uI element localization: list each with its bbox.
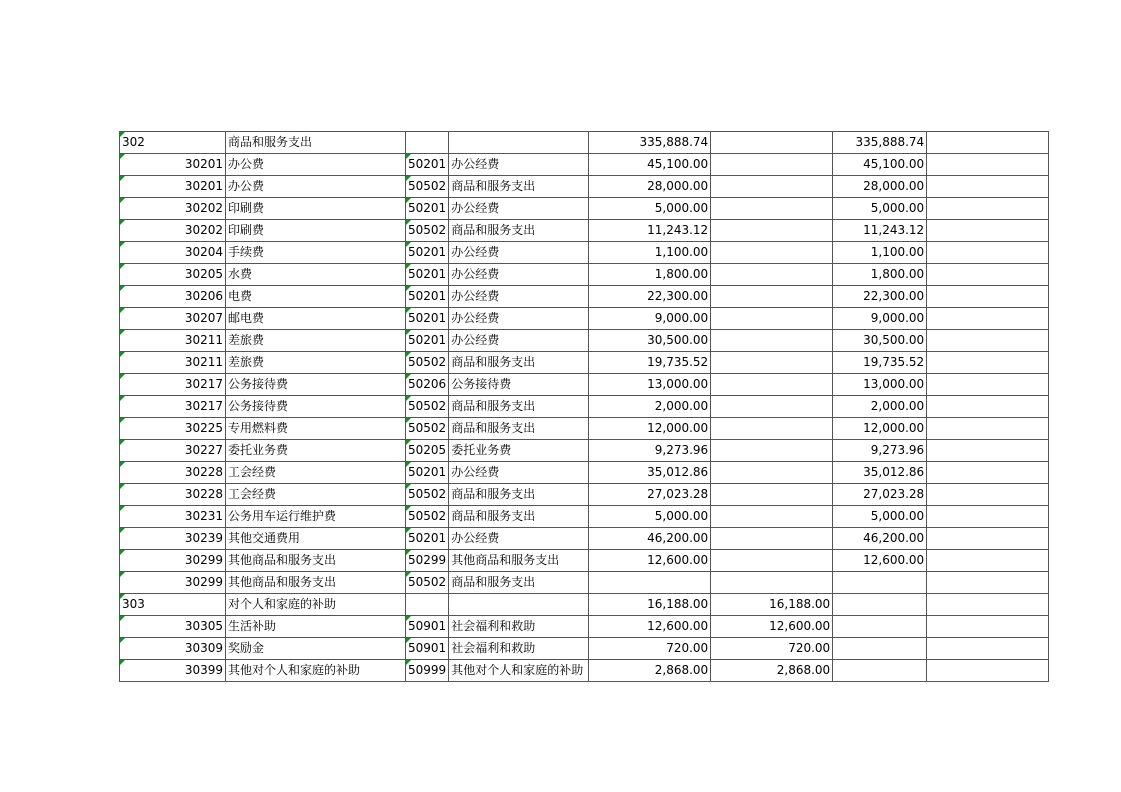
project-amount-cell: 28,000.00: [833, 176, 927, 198]
func-name-cell: [449, 594, 589, 616]
econ-code-cell: 30202: [120, 198, 226, 220]
econ-name-cell: 对个人和家庭的补助: [226, 594, 406, 616]
total-amount-cell: 2,868.00: [589, 660, 711, 682]
project-amount-cell: 22,300.00: [833, 286, 927, 308]
table-row: [120, 308, 1049, 330]
total-amount-cell: 335,888.74: [589, 132, 711, 154]
func-code-cell: 50201: [406, 528, 449, 550]
total-amount-cell: 720.00: [589, 638, 711, 660]
blank-cell: [927, 462, 1049, 484]
econ-name-cell: 办公费: [226, 154, 406, 176]
econ-code-cell: 30299: [120, 572, 226, 594]
func-name-cell: 办公经费: [449, 154, 589, 176]
total-amount-cell: 46,200.00: [589, 528, 711, 550]
econ-name-cell: 奖励金: [226, 638, 406, 660]
func-code-cell: 50206: [406, 374, 449, 396]
func-name-cell: 办公经费: [449, 286, 589, 308]
func-code-cell: 50201: [406, 308, 449, 330]
econ-name-cell: 手续费: [226, 242, 406, 264]
blank-cell: [927, 352, 1049, 374]
table-row: [120, 198, 1049, 220]
blank-cell: [927, 264, 1049, 286]
econ-name-cell: 委托业务费: [226, 440, 406, 462]
econ-name-cell: 公务用车运行维护费: [226, 506, 406, 528]
basic-amount-cell: [711, 396, 833, 418]
total-amount-cell: 1,800.00: [589, 264, 711, 286]
econ-code-cell: 30202: [120, 220, 226, 242]
project-amount-cell: 2,000.00: [833, 396, 927, 418]
func-name-cell: 商品和服务支出: [449, 396, 589, 418]
blank-cell: [927, 594, 1049, 616]
basic-amount-cell: [711, 132, 833, 154]
econ-code-cell: 30206: [120, 286, 226, 308]
func-code-cell: 50999: [406, 660, 449, 682]
func-code-cell: 50201: [406, 264, 449, 286]
basic-amount-cell: [711, 484, 833, 506]
project-amount-cell: 30,500.00: [833, 330, 927, 352]
total-amount-cell: 12,000.00: [589, 418, 711, 440]
econ-name-cell: 印刷费: [226, 198, 406, 220]
blank-cell: [927, 484, 1049, 506]
func-code-cell: 50201: [406, 462, 449, 484]
total-amount-cell: 12,600.00: [589, 550, 711, 572]
basic-amount-cell: 2,868.00: [711, 660, 833, 682]
econ-code-cell: 30217: [120, 374, 226, 396]
table-row: [120, 638, 1049, 660]
econ-code-cell: 30207: [120, 308, 226, 330]
func-code-cell: 50502: [406, 506, 449, 528]
project-amount-cell: [833, 572, 927, 594]
basic-amount-cell: [711, 572, 833, 594]
econ-code-cell: 30309: [120, 638, 226, 660]
total-amount-cell: 2,000.00: [589, 396, 711, 418]
blank-cell: [927, 220, 1049, 242]
blank-cell: [927, 550, 1049, 572]
func-name-cell: 办公经费: [449, 242, 589, 264]
basic-amount-cell: [711, 550, 833, 572]
project-amount-cell: [833, 638, 927, 660]
basic-amount-cell: [711, 440, 833, 462]
total-amount-cell: 28,000.00: [589, 176, 711, 198]
blank-cell: [927, 616, 1049, 638]
blank-cell: [927, 638, 1049, 660]
func-code-cell: 50502: [406, 484, 449, 506]
func-name-cell: 办公经费: [449, 308, 589, 330]
func-code-cell: 50502: [406, 176, 449, 198]
basic-amount-cell: [711, 264, 833, 286]
func-name-cell: 其他商品和服务支出: [449, 550, 589, 572]
basic-amount-cell: [711, 154, 833, 176]
econ-name-cell: 办公费: [226, 176, 406, 198]
blank-cell: [927, 418, 1049, 440]
total-amount-cell: 11,243.12: [589, 220, 711, 242]
project-amount-cell: 1,800.00: [833, 264, 927, 286]
total-amount-cell: 5,000.00: [589, 506, 711, 528]
econ-name-cell: 专用燃料费: [226, 418, 406, 440]
econ-name-cell: 其他商品和服务支出: [226, 550, 406, 572]
total-amount-cell: 22,300.00: [589, 286, 711, 308]
basic-amount-cell: [711, 198, 833, 220]
basic-amount-cell: 720.00: [711, 638, 833, 660]
blank-cell: [927, 154, 1049, 176]
table-row: [120, 220, 1049, 242]
blank-cell: [927, 374, 1049, 396]
table-row: [120, 286, 1049, 308]
func-name-cell: 办公经费: [449, 198, 589, 220]
func-name-cell: 商品和服务支出: [449, 352, 589, 374]
func-name-cell: 商品和服务支出: [449, 176, 589, 198]
table-row: [120, 352, 1049, 374]
table-row: [120, 154, 1049, 176]
econ-code-cell: 302: [120, 132, 226, 154]
econ-code-cell: 30201: [120, 176, 226, 198]
table-row: [120, 572, 1049, 594]
total-amount-cell: 1,100.00: [589, 242, 711, 264]
func-code-cell: 50502: [406, 352, 449, 374]
func-name-cell: 商品和服务支出: [449, 418, 589, 440]
basic-amount-cell: [711, 242, 833, 264]
econ-code-cell: 30239: [120, 528, 226, 550]
func-name-cell: 商品和服务支出: [449, 220, 589, 242]
econ-code-cell: 30305: [120, 616, 226, 638]
table-row: [120, 528, 1049, 550]
func-code-cell: 50201: [406, 198, 449, 220]
econ-name-cell: 差旅费: [226, 352, 406, 374]
project-amount-cell: [833, 616, 927, 638]
func-code-cell: 50299: [406, 550, 449, 572]
econ-code-cell: 30201: [120, 154, 226, 176]
table-row: [120, 616, 1049, 638]
project-amount-cell: 46,200.00: [833, 528, 927, 550]
total-amount-cell: 12,600.00: [589, 616, 711, 638]
basic-amount-cell: [711, 220, 833, 242]
project-amount-cell: 13,000.00: [833, 374, 927, 396]
project-amount-cell: 19,735.52: [833, 352, 927, 374]
econ-code-cell: 30228: [120, 462, 226, 484]
func-name-cell: 商品和服务支出: [449, 572, 589, 594]
econ-name-cell: 其他对个人和家庭的补助: [226, 660, 406, 682]
basic-amount-cell: [711, 418, 833, 440]
func-code-cell: 50201: [406, 286, 449, 308]
blank-cell: [927, 242, 1049, 264]
table-row: [120, 418, 1049, 440]
blank-cell: [927, 660, 1049, 682]
blank-cell: [927, 528, 1049, 550]
blank-cell: [927, 396, 1049, 418]
total-amount-cell: 27,023.28: [589, 484, 711, 506]
blank-cell: [927, 572, 1049, 594]
blank-cell: [927, 286, 1049, 308]
func-name-cell: 社会福利和救助: [449, 616, 589, 638]
func-code-cell: 50502: [406, 220, 449, 242]
econ-name-cell: 工会经费: [226, 462, 406, 484]
table-row: [120, 660, 1049, 682]
func-code-cell: 50502: [406, 418, 449, 440]
table-row: [120, 176, 1049, 198]
func-name-cell: 委托业务费: [449, 440, 589, 462]
blank-cell: [927, 330, 1049, 352]
econ-name-cell: 生活补助: [226, 616, 406, 638]
blank-cell: [927, 440, 1049, 462]
project-amount-cell: [833, 660, 927, 682]
total-amount-cell: 9,273.96: [589, 440, 711, 462]
project-amount-cell: 1,100.00: [833, 242, 927, 264]
blank-cell: [927, 198, 1049, 220]
func-code-cell: 50201: [406, 330, 449, 352]
func-name-cell: 商品和服务支出: [449, 506, 589, 528]
econ-name-cell: 公务接待费: [226, 396, 406, 418]
func-name-cell: 商品和服务支出: [449, 484, 589, 506]
project-amount-cell: 12,600.00: [833, 550, 927, 572]
total-amount-cell: 35,012.86: [589, 462, 711, 484]
blank-cell: [927, 132, 1049, 154]
total-amount-cell: 13,000.00: [589, 374, 711, 396]
basic-amount-cell: [711, 506, 833, 528]
econ-code-cell: 30225: [120, 418, 226, 440]
total-amount-cell: [589, 572, 711, 594]
func-code-cell: 50205: [406, 440, 449, 462]
econ-name-cell: 电费: [226, 286, 406, 308]
func-code-cell: 50201: [406, 154, 449, 176]
econ-name-cell: 邮电费: [226, 308, 406, 330]
econ-name-cell: 工会经费: [226, 484, 406, 506]
func-code-cell: 50502: [406, 396, 449, 418]
project-amount-cell: 335,888.74: [833, 132, 927, 154]
econ-name-cell: 差旅费: [226, 330, 406, 352]
table-row: [120, 132, 1049, 154]
project-amount-cell: 9,000.00: [833, 308, 927, 330]
table-row: [120, 594, 1049, 616]
func-name-cell: 社会福利和救助: [449, 638, 589, 660]
table-row: [120, 242, 1049, 264]
total-amount-cell: 45,100.00: [589, 154, 711, 176]
basic-amount-cell: [711, 462, 833, 484]
blank-cell: [927, 506, 1049, 528]
total-amount-cell: 5,000.00: [589, 198, 711, 220]
func-name-cell: [449, 132, 589, 154]
basic-amount-cell: [711, 176, 833, 198]
func-name-cell: 办公经费: [449, 264, 589, 286]
table-row: [120, 264, 1049, 286]
func-code-cell: 50201: [406, 242, 449, 264]
project-amount-cell: [833, 594, 927, 616]
econ-code-cell: 30205: [120, 264, 226, 286]
econ-code-cell: 30211: [120, 330, 226, 352]
total-amount-cell: 30,500.00: [589, 330, 711, 352]
table-row: [120, 330, 1049, 352]
econ-code-cell: 303: [120, 594, 226, 616]
table-row: [120, 506, 1049, 528]
func-code-cell: 50502: [406, 572, 449, 594]
expenditure-table: [119, 131, 1049, 682]
project-amount-cell: 11,243.12: [833, 220, 927, 242]
econ-code-cell: 30227: [120, 440, 226, 462]
basic-amount-cell: [711, 352, 833, 374]
total-amount-cell: 16,188.00: [589, 594, 711, 616]
func-name-cell: 公务接待费: [449, 374, 589, 396]
func-name-cell: 其他对个人和家庭的补助: [449, 660, 589, 682]
project-amount-cell: 9,273.96: [833, 440, 927, 462]
func-code-cell: 50901: [406, 616, 449, 638]
econ-code-cell: 30231: [120, 506, 226, 528]
econ-code-cell: 30299: [120, 550, 226, 572]
table-row: [120, 484, 1049, 506]
func-name-cell: 办公经费: [449, 528, 589, 550]
econ-name-cell: 印刷费: [226, 220, 406, 242]
econ-name-cell: 其他交通费用: [226, 528, 406, 550]
basic-amount-cell: 12,600.00: [711, 616, 833, 638]
table-row: [120, 396, 1049, 418]
basic-amount-cell: 16,188.00: [711, 594, 833, 616]
project-amount-cell: 12,000.00: [833, 418, 927, 440]
basic-amount-cell: [711, 374, 833, 396]
table-row: [120, 550, 1049, 572]
func-code-cell: [406, 594, 449, 616]
func-code-cell: [406, 132, 449, 154]
econ-code-cell: 30228: [120, 484, 226, 506]
econ-name-cell: 公务接待费: [226, 374, 406, 396]
project-amount-cell: 5,000.00: [833, 198, 927, 220]
table-body: [120, 132, 1049, 682]
econ-name-cell: 水费: [226, 264, 406, 286]
total-amount-cell: 19,735.52: [589, 352, 711, 374]
basic-amount-cell: [711, 308, 833, 330]
func-name-cell: 办公经费: [449, 330, 589, 352]
func-name-cell: 办公经费: [449, 462, 589, 484]
project-amount-cell: 45,100.00: [833, 154, 927, 176]
project-amount-cell: 35,012.86: [833, 462, 927, 484]
table-row: [120, 440, 1049, 462]
econ-name-cell: 商品和服务支出: [226, 132, 406, 154]
basic-amount-cell: [711, 286, 833, 308]
table-row: [120, 374, 1049, 396]
econ-code-cell: 30217: [120, 396, 226, 418]
func-code-cell: 50901: [406, 638, 449, 660]
blank-cell: [927, 308, 1049, 330]
econ-code-cell: 30399: [120, 660, 226, 682]
econ-code-cell: 30211: [120, 352, 226, 374]
basic-amount-cell: [711, 528, 833, 550]
basic-amount-cell: [711, 330, 833, 352]
blank-cell: [927, 176, 1049, 198]
project-amount-cell: 27,023.28: [833, 484, 927, 506]
econ-code-cell: 30204: [120, 242, 226, 264]
econ-name-cell: 其他商品和服务支出: [226, 572, 406, 594]
total-amount-cell: 9,000.00: [589, 308, 711, 330]
table-row: [120, 462, 1049, 484]
project-amount-cell: 5,000.00: [833, 506, 927, 528]
